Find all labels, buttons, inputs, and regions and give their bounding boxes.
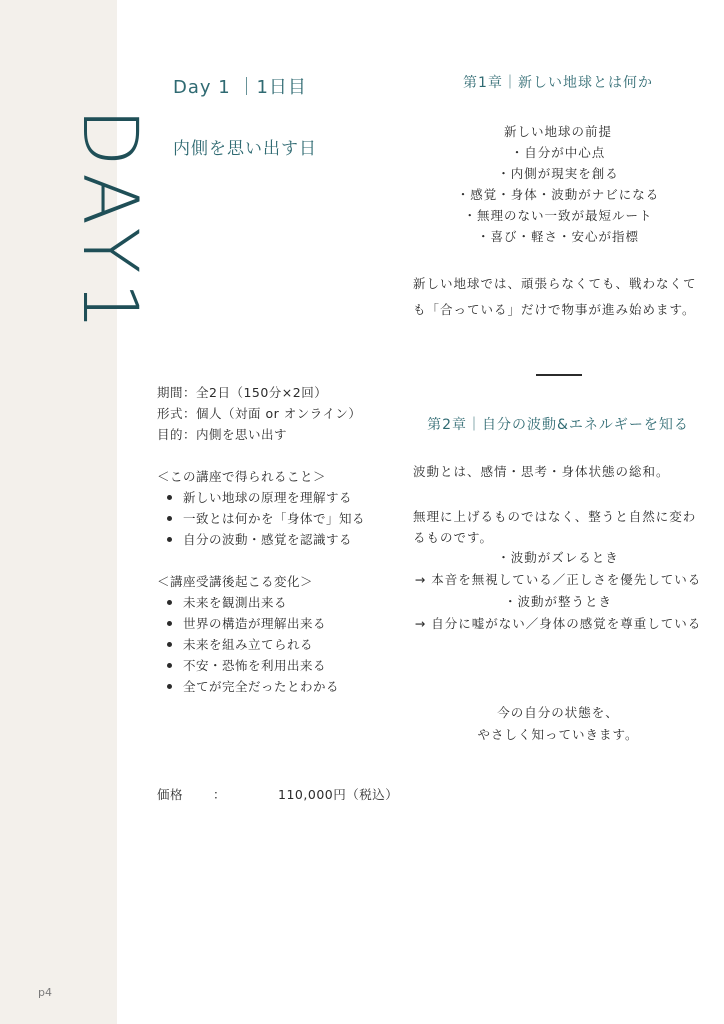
premise-line: ・喜び・軽さ・安心が指標 [476,229,639,244]
chapter1-paragraph: 新しい地球では、頑張らなくても、戦わなくても「合っている」だけで物事が進み始めます。 [413,276,697,317]
change-heading: ＜講座受講後起こる変化＞ [157,574,314,589]
wave-line: ・波動が整うとき [503,594,612,609]
gain-heading: ＜この講座で得られること＞ [157,469,327,484]
course-info [157,382,397,697]
price-label: 価格 [157,787,184,802]
big-day-label: DAY1 [66,108,155,339]
price-value: 110,000円（税込） [278,787,399,802]
premise-line: ・感覚・身体・波動がナビになる [456,187,660,202]
format: 形式：個人（対面 or オンライン） [157,406,362,421]
day-theme: 内側を思い出す日 [173,139,317,159]
closing-line: やさしく知っていきます。 [477,727,639,742]
purpose: 目的：内側を思い出す [157,427,288,442]
period: 期間：全2日（150分×2回） [157,385,328,400]
price-line [157,785,398,803]
chapter2-closing [413,702,703,746]
list-item: 新しい地球の原理を理解する [157,487,397,508]
list-item: 世界の構造が理解出来る [157,613,397,634]
premise-line: ・自分が中心点 [510,145,606,160]
list-item: 未来を組み立てられる [157,634,397,655]
chapter2-title: 第2章｜自分の波動&エネルギーを知る [427,417,689,433]
page-number: p4 [38,986,52,999]
price-separator: ： [213,787,227,802]
list-item: 未来を観測出来る [157,592,397,613]
closing-line: 今の自分の状態を、 [497,705,619,720]
wave-line: → 自分に嘘がない／身体の感覚を尊重している [414,616,702,631]
premise-line: 新しい地球の前提 [503,124,612,139]
wave-line: ・波動がズレるとき [497,550,619,565]
chapter1-premise [413,121,703,247]
list-item: 一致とは何かを「身体で」知る [157,508,397,529]
day-title: Day 1 ｜1日目 [173,77,307,98]
list-item: 全てが完全だったとわかる [157,676,397,697]
divider [536,374,582,376]
list-item: 不安・恐怖を利用出来る [157,655,397,676]
wave-line: → 本音を無視している／正しさを優先している [414,572,702,587]
chapter2-lines [413,547,703,635]
change-list [157,592,397,697]
premise-line: ・内側が現実を創る [497,166,619,181]
chapter2-definition: 波動とは、感情・思考・身体状態の総和。 [413,464,670,479]
chapter1-title: 第1章｜新しい地球とは何か [463,75,653,91]
gain-list [157,487,397,550]
chapter2-intro: 無理に上げるものではなく、整うと自然に変わるものです。 [413,509,697,545]
list-item: 自分の波動・感覚を認識する [157,529,397,550]
premise-line: ・無理のない一致が最短ルート [463,208,653,223]
